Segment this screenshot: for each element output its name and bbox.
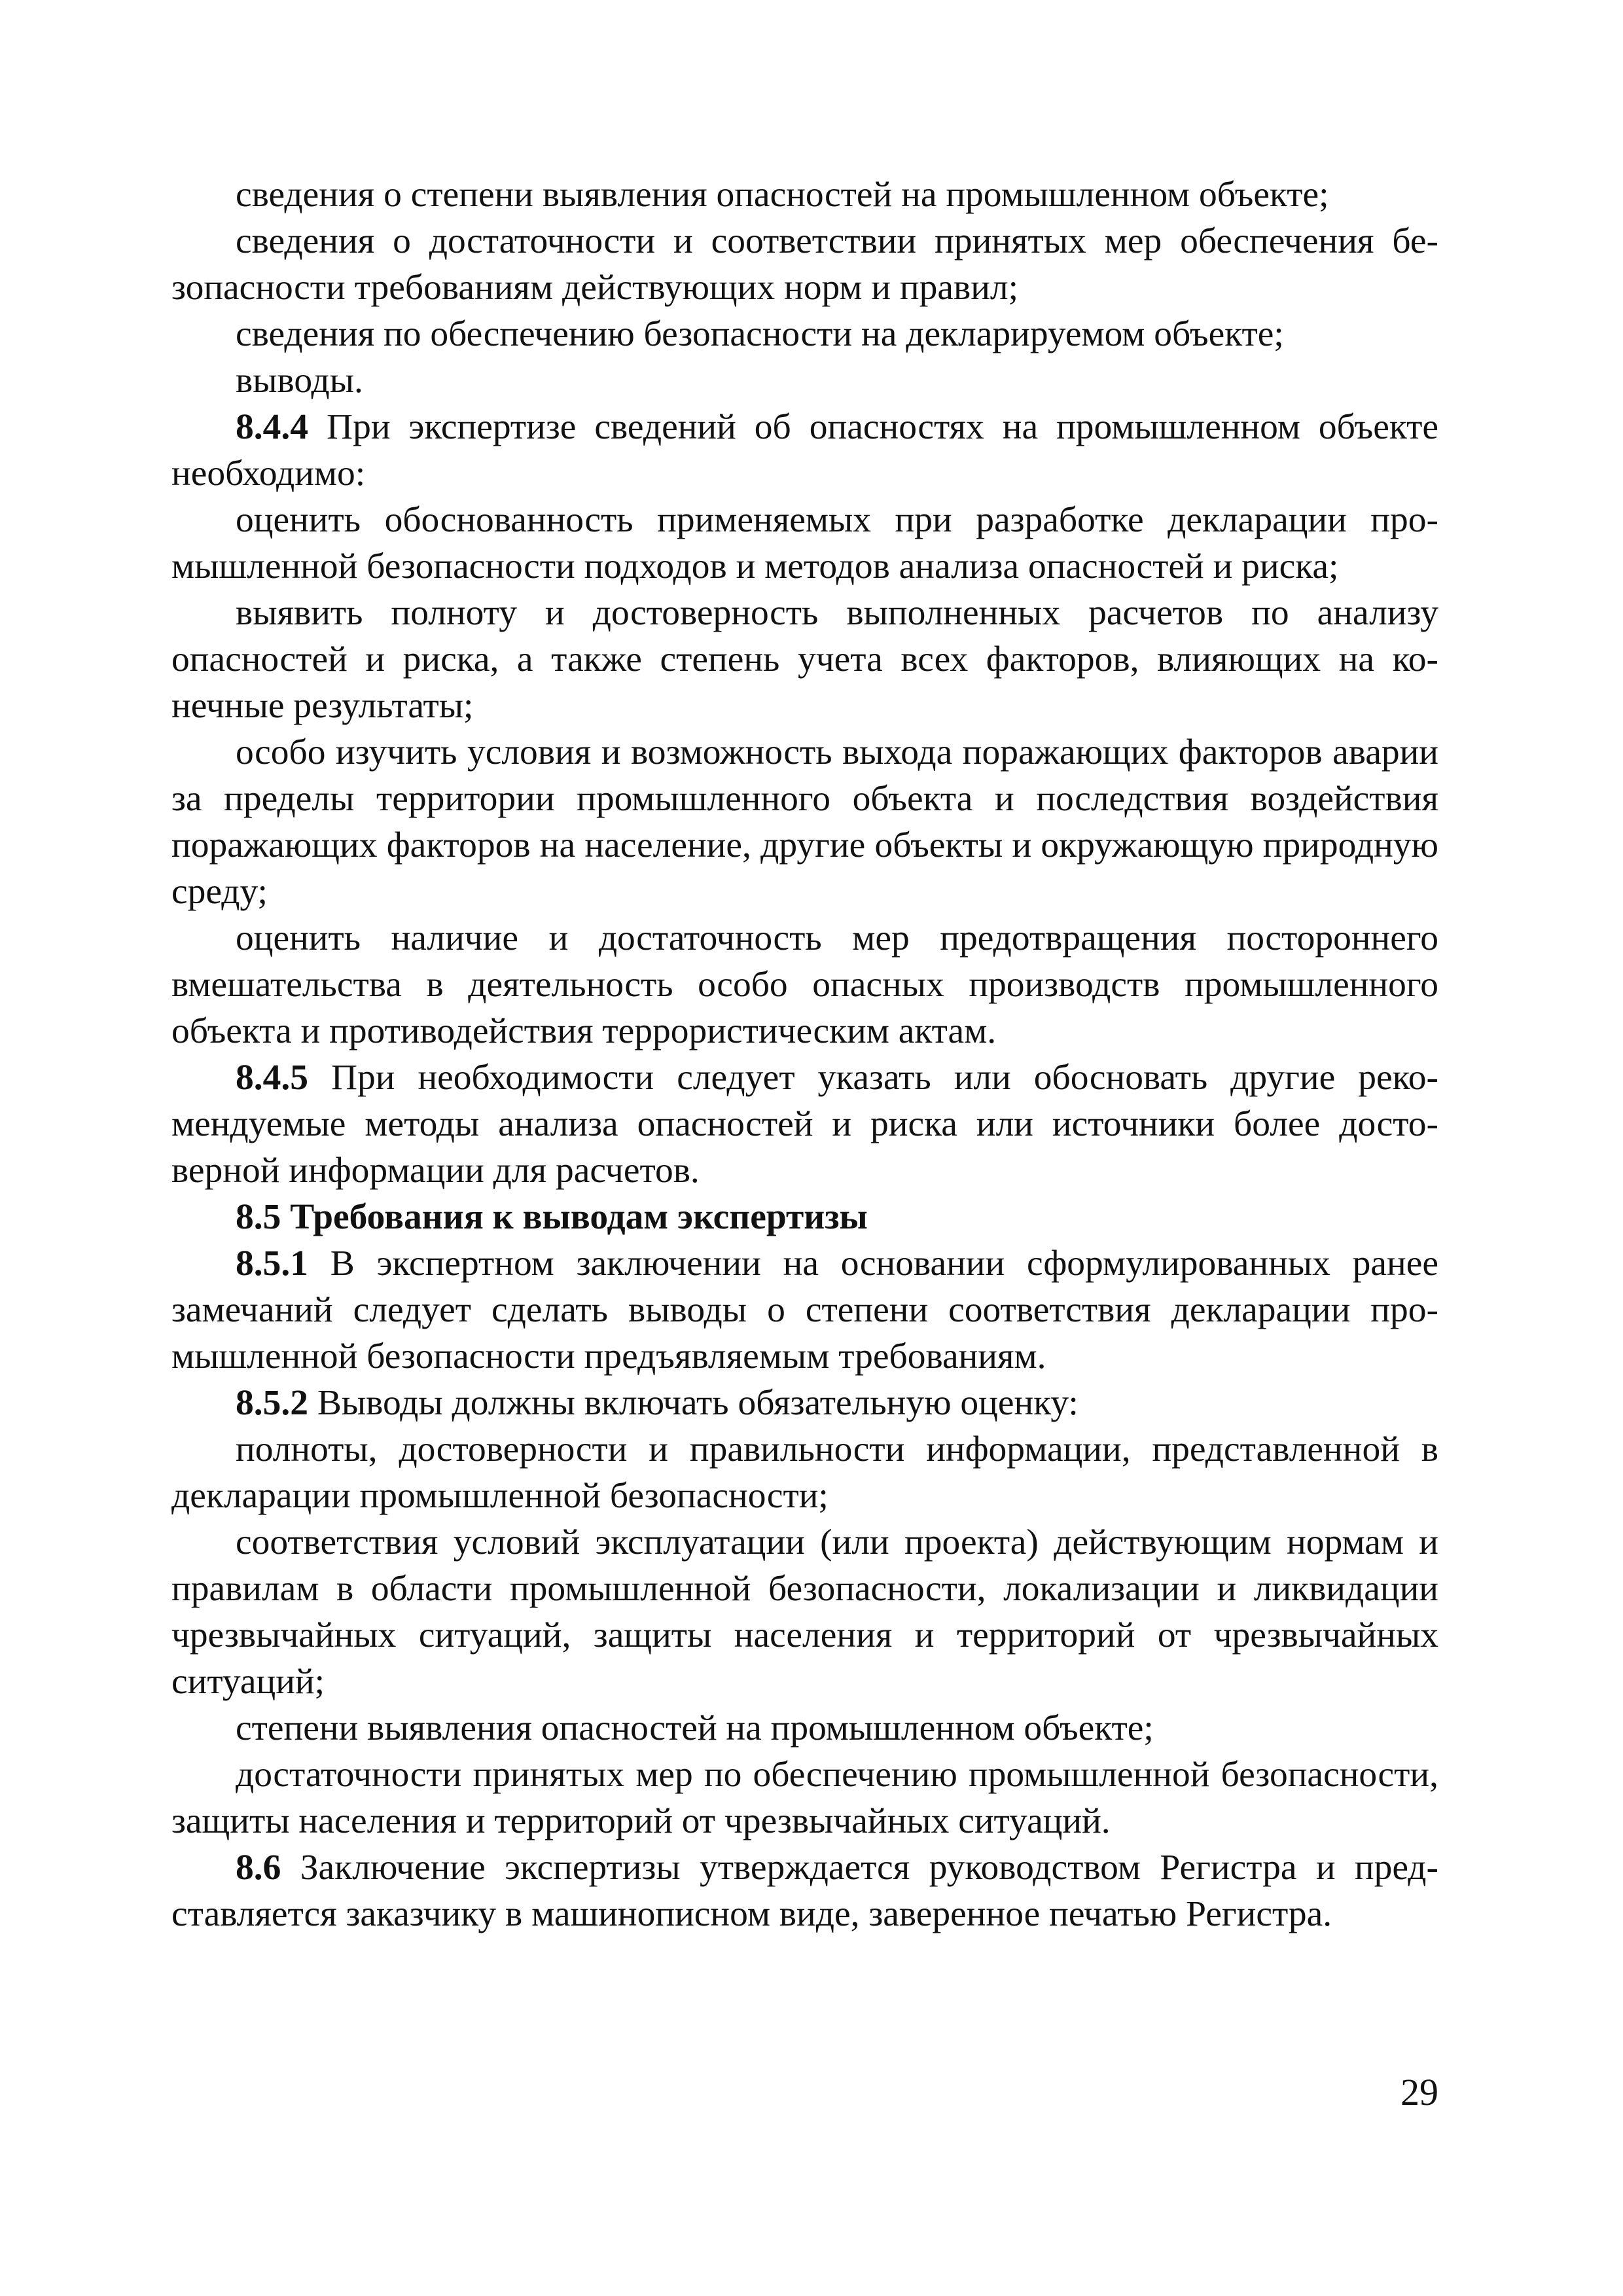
clause-number: 8.5.2: [236, 1383, 308, 1423]
paragraph: сведения о достаточности и соответствии принятых мер обеспечения безопасности требованиям действующих норм и правил;: [171, 221, 1438, 308]
paragraph: выявить полноту и достоверность выполненных расчетов по анализу опасностей и риска, а также степень учета всех факторов, влияющих на конечные результаты;: [171, 593, 1438, 726]
paragraph: оценить обоснованность применяемых при разработке декларации промышленной безопасности подходов и методов анализа опасностей и риска;: [171, 500, 1438, 586]
clause-number: 8.4.5: [236, 1058, 308, 1098]
clause-8-4-4: [171, 404, 1438, 497]
paragraph: оценить наличие и достаточность мер предотвращения постороннего вмешательства в деятельность особо опасных производств промышленного объекта и противодействия террористическим актам.: [171, 918, 1438, 1051]
clause-8-6: [171, 1844, 1438, 1937]
clause-8-5-2: [171, 1380, 1438, 1426]
paragraph: особо изучить условия и возможность выхода поражающих факторов аварии за пределы территории промышленного объекта и последствия воздействия поражающих факторов на население, другие объекты и окружающую природную среду;: [171, 732, 1438, 912]
paragraph: полноты, достоверности и правильности информации, представленной в декларации промышленной безопасности;: [171, 1429, 1438, 1516]
page-body: [171, 171, 1438, 1937]
paragraph: выводы.: [236, 361, 363, 401]
page-number: 29: [1400, 2071, 1438, 2113]
paragraph: степени выявления опасностей на промышленном объекте;: [236, 1708, 1154, 1748]
section-heading: 8.5 Требования к выводам экспертизы: [236, 1197, 868, 1237]
clause-number: 8.5.1: [236, 1244, 308, 1283]
clause-text: Выводы должны включать обязательную оценку:: [308, 1383, 1079, 1423]
clause-8-4-5: [171, 1054, 1438, 1194]
clause-text: В экспертном заключении на основании сформулированных ранее замечаний следует сделать выводы о степени соответствия декларации промышленной безопасности предъявляемым требованиям.: [171, 1244, 1438, 1376]
clause-number: 8.6: [236, 1848, 281, 1888]
paragraph: достаточности принятых мер по обеспечению промышленной безопасности, защиты населения и территорий от чрезвычайных ситуаций.: [171, 1755, 1438, 1841]
clause-8-5-1: [171, 1240, 1438, 1380]
paragraph: соответствия условий эксплуатации (или проекта) действующим нормам и правилам в области промышленной безопасности, локализации и ликвидации чрезвычайных ситуаций, защиты населения и территорий от чрезвычайных ситуаций;: [171, 1522, 1438, 1702]
paragraph: сведения о степени выявления опасностей на промышленном объекте;: [236, 175, 1329, 215]
paragraph: сведения по обеспечению безопасности на декларируемом объекте;: [236, 314, 1284, 354]
clause-number: 8.4.4: [236, 407, 308, 447]
clause-text: При необходимости следует указать или обосновать другие рекомендуемые методы анализа опасностей и риска или источники более достоверной информации для расчетов.: [171, 1058, 1438, 1191]
clause-text: Заключение экспертизы утверждается руководством Регистра и представляется заказчику в машинописном виде, заверенное печатью Регистра.: [171, 1848, 1438, 1934]
clause-text: При экспертизе сведений об опасностях на промышленном объекте необходимо:: [171, 407, 1438, 493]
